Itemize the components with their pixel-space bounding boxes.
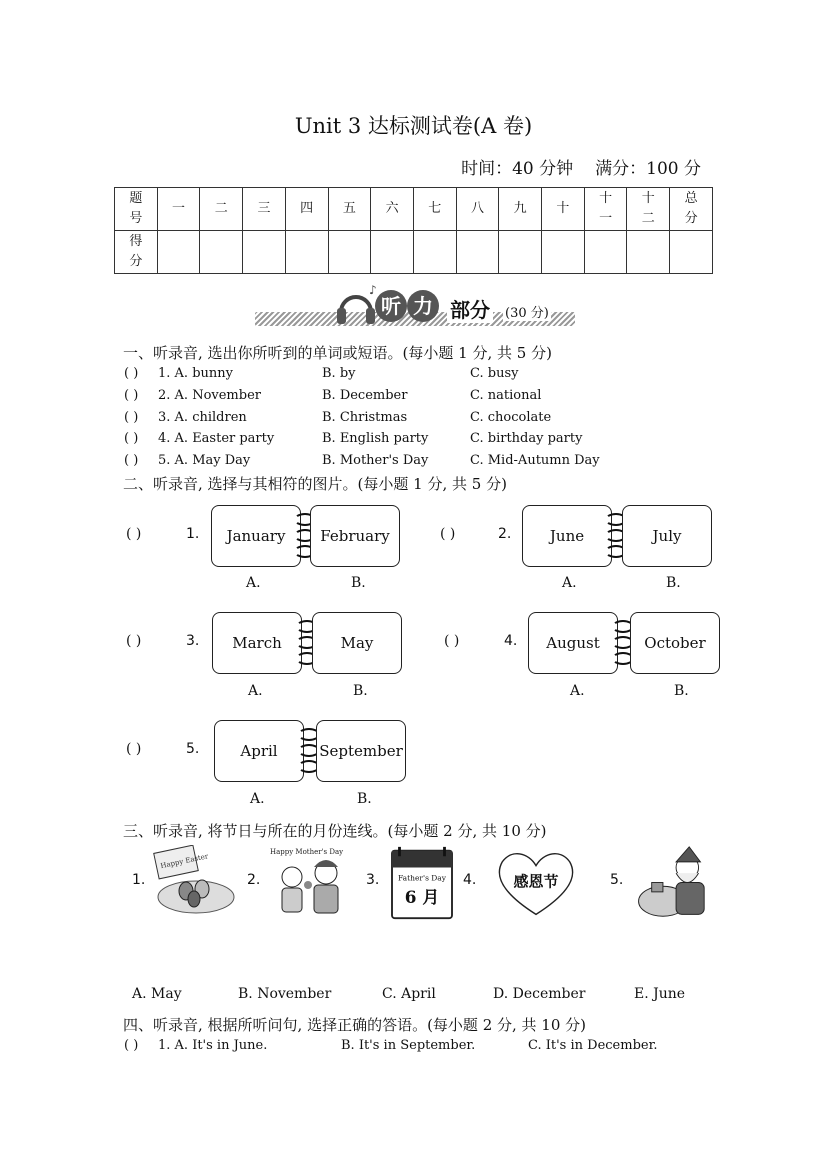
picture-number: 5.	[610, 872, 624, 888]
col-header: 八	[456, 188, 499, 231]
item-number: 5.	[186, 741, 200, 757]
month-option: C. April	[382, 986, 436, 1002]
picture-number: 1.	[132, 872, 146, 888]
answer-paren[interactable]: ( )	[124, 388, 139, 403]
answer-paren[interactable]: ( )	[126, 526, 142, 542]
option-a: 2. A. November	[158, 388, 261, 403]
score-row	[115, 231, 713, 274]
section1-heading: 一、听录音, 选出你所听到的单词或短语。(每小题 1 分, 共 5 分)	[123, 344, 552, 362]
label-a: A.	[570, 683, 585, 699]
option-b: B. English party	[322, 431, 429, 446]
option-c: C. It's in December.	[528, 1038, 658, 1053]
answer-paren[interactable]: ( )	[124, 410, 139, 425]
option-b: B. December	[322, 388, 408, 403]
banner-char-2: 力	[407, 290, 439, 322]
option-c: C. chocolate	[470, 410, 552, 425]
binder-rings-icon	[612, 612, 632, 672]
col-header: 十一	[584, 188, 627, 231]
month-option: D. December	[493, 986, 586, 1002]
col-header: 十	[542, 188, 585, 231]
calendar-card-a[interactable]: June	[522, 505, 612, 567]
col-header: 三	[243, 188, 286, 231]
row-header: 得分	[115, 231, 158, 274]
banner-score: (30 分)	[503, 302, 551, 321]
option-b: B. It's in September.	[341, 1038, 476, 1053]
option-b: B. by	[322, 366, 356, 381]
score-table	[114, 187, 713, 274]
col-header: 总分	[670, 188, 713, 231]
section4-heading: 四、听录音, 根据所听问句, 选择正确的答语。(每小题 2 分, 共 10 分)	[123, 1016, 587, 1034]
banner-part: 部分	[447, 294, 493, 323]
label-b: B.	[357, 791, 372, 807]
score-cell[interactable]	[200, 231, 243, 274]
picture-number: 4.	[463, 872, 477, 888]
picture-caption: 感恩节	[513, 872, 559, 891]
banner-char-1: 听	[375, 290, 407, 322]
label-b: B.	[353, 683, 368, 699]
santa-claus-icon	[632, 845, 722, 920]
picture-caption: Father's Day	[397, 873, 447, 883]
col-header: 一	[157, 188, 200, 231]
option-a: 5. A. May Day	[158, 453, 251, 468]
label-b: B.	[674, 683, 689, 699]
score-cell[interactable]	[285, 231, 328, 274]
section2-heading: 二、听录音, 选择与其相符的图片。(每小题 1 分, 共 5 分)	[123, 475, 507, 493]
picture-number: 3.	[366, 872, 380, 888]
headphones-icon	[333, 282, 379, 330]
calendar-card-a[interactable]: August	[528, 612, 618, 674]
picture-caption: Happy Easter	[159, 852, 209, 871]
col-header: 九	[499, 188, 542, 231]
question-number-row	[115, 188, 713, 231]
score-cell[interactable]	[670, 231, 713, 274]
option-a: 3. A. children	[158, 410, 247, 425]
calendar-month: 6 月	[404, 887, 440, 908]
option-c: C. national	[470, 388, 542, 403]
time-info	[461, 154, 701, 179]
score-cell[interactable]	[371, 231, 414, 274]
heart-icon	[488, 845, 584, 920]
answer-paren[interactable]: ( )	[126, 633, 142, 649]
time-limit: 时间：40 分钟	[461, 159, 574, 179]
answer-paren[interactable]: ( )	[124, 453, 139, 468]
score-cell[interactable]	[499, 231, 542, 274]
option-c: C. Mid-Autumn Day	[470, 453, 600, 468]
full-score: 满分：100 分	[595, 159, 701, 179]
option-b: B. Mother's Day	[322, 453, 429, 468]
score-cell[interactable]	[157, 231, 200, 274]
item-number: 3.	[186, 633, 200, 649]
svg-text:♪: ♪	[369, 283, 377, 297]
item-number: 2.	[498, 526, 512, 542]
answer-paren[interactable]: ( )	[126, 741, 142, 757]
calendar-icon	[386, 845, 458, 920]
col-header: 十二	[627, 188, 670, 231]
score-cell[interactable]	[542, 231, 585, 274]
option-a: 4. A. Easter party	[158, 431, 275, 446]
calendar-card-b[interactable]: February	[310, 505, 400, 567]
month-option: E. June	[634, 986, 686, 1002]
score-cell[interactable]	[243, 231, 286, 274]
calendar-card-b[interactable]: July	[622, 505, 712, 567]
month-option: B. November	[238, 986, 332, 1002]
label-a: A.	[246, 575, 261, 591]
calendar-card-b[interactable]: May	[312, 612, 402, 674]
label-b: B.	[351, 575, 366, 591]
label-a: A.	[248, 683, 263, 699]
col-header: 五	[328, 188, 371, 231]
score-cell[interactable]	[456, 231, 499, 274]
listening-banner	[255, 282, 575, 330]
item-number: 1.	[186, 526, 200, 542]
col-header: 二	[200, 188, 243, 231]
answer-paren[interactable]: ( )	[124, 1038, 139, 1053]
calendar-card-a[interactable]: March	[212, 612, 302, 674]
calendar-card-b[interactable]: September	[316, 720, 406, 782]
label-a: A.	[250, 791, 265, 807]
answer-paren[interactable]: ( )	[124, 431, 139, 446]
score-cell[interactable]	[328, 231, 371, 274]
answer-paren[interactable]: ( )	[444, 633, 460, 649]
month-option: A. May	[132, 986, 182, 1002]
score-cell[interactable]	[627, 231, 670, 274]
calendar-card-a[interactable]: April	[214, 720, 304, 782]
col-header: 七	[413, 188, 456, 231]
binder-rings-icon	[298, 720, 318, 780]
score-cell[interactable]	[413, 231, 456, 274]
score-cell[interactable]	[584, 231, 627, 274]
easter-basket-icon	[152, 845, 238, 920]
col-header: 六	[371, 188, 414, 231]
picture-number: 2.	[247, 872, 261, 888]
label-a: A.	[562, 575, 577, 591]
item-number: 4.	[504, 633, 518, 649]
calendar-card-b[interactable]: October	[630, 612, 720, 674]
option-a: 1. A. bunny	[158, 366, 233, 381]
answer-paren[interactable]: ( )	[124, 366, 139, 381]
answer-paren[interactable]: ( )	[440, 526, 456, 542]
page-title: Unit 3 达标测试卷(A 卷)	[294, 114, 533, 138]
mothers-day-icon	[266, 845, 352, 920]
picture-caption: Happy Mother's Day	[270, 848, 344, 856]
option-c: C. birthday party	[470, 431, 583, 446]
option-c: C. busy	[470, 366, 519, 381]
col-header: 四	[285, 188, 328, 231]
section3-heading: 三、听录音, 将节日与所在的月份连线。(每小题 2 分, 共 10 分)	[123, 822, 547, 840]
label-b: B.	[666, 575, 681, 591]
option-a: 1. A. It's in June.	[158, 1038, 268, 1053]
row-header: 题号	[115, 188, 158, 231]
option-b: B. Christmas	[322, 410, 408, 425]
calendar-card-a[interactable]: January	[211, 505, 301, 567]
